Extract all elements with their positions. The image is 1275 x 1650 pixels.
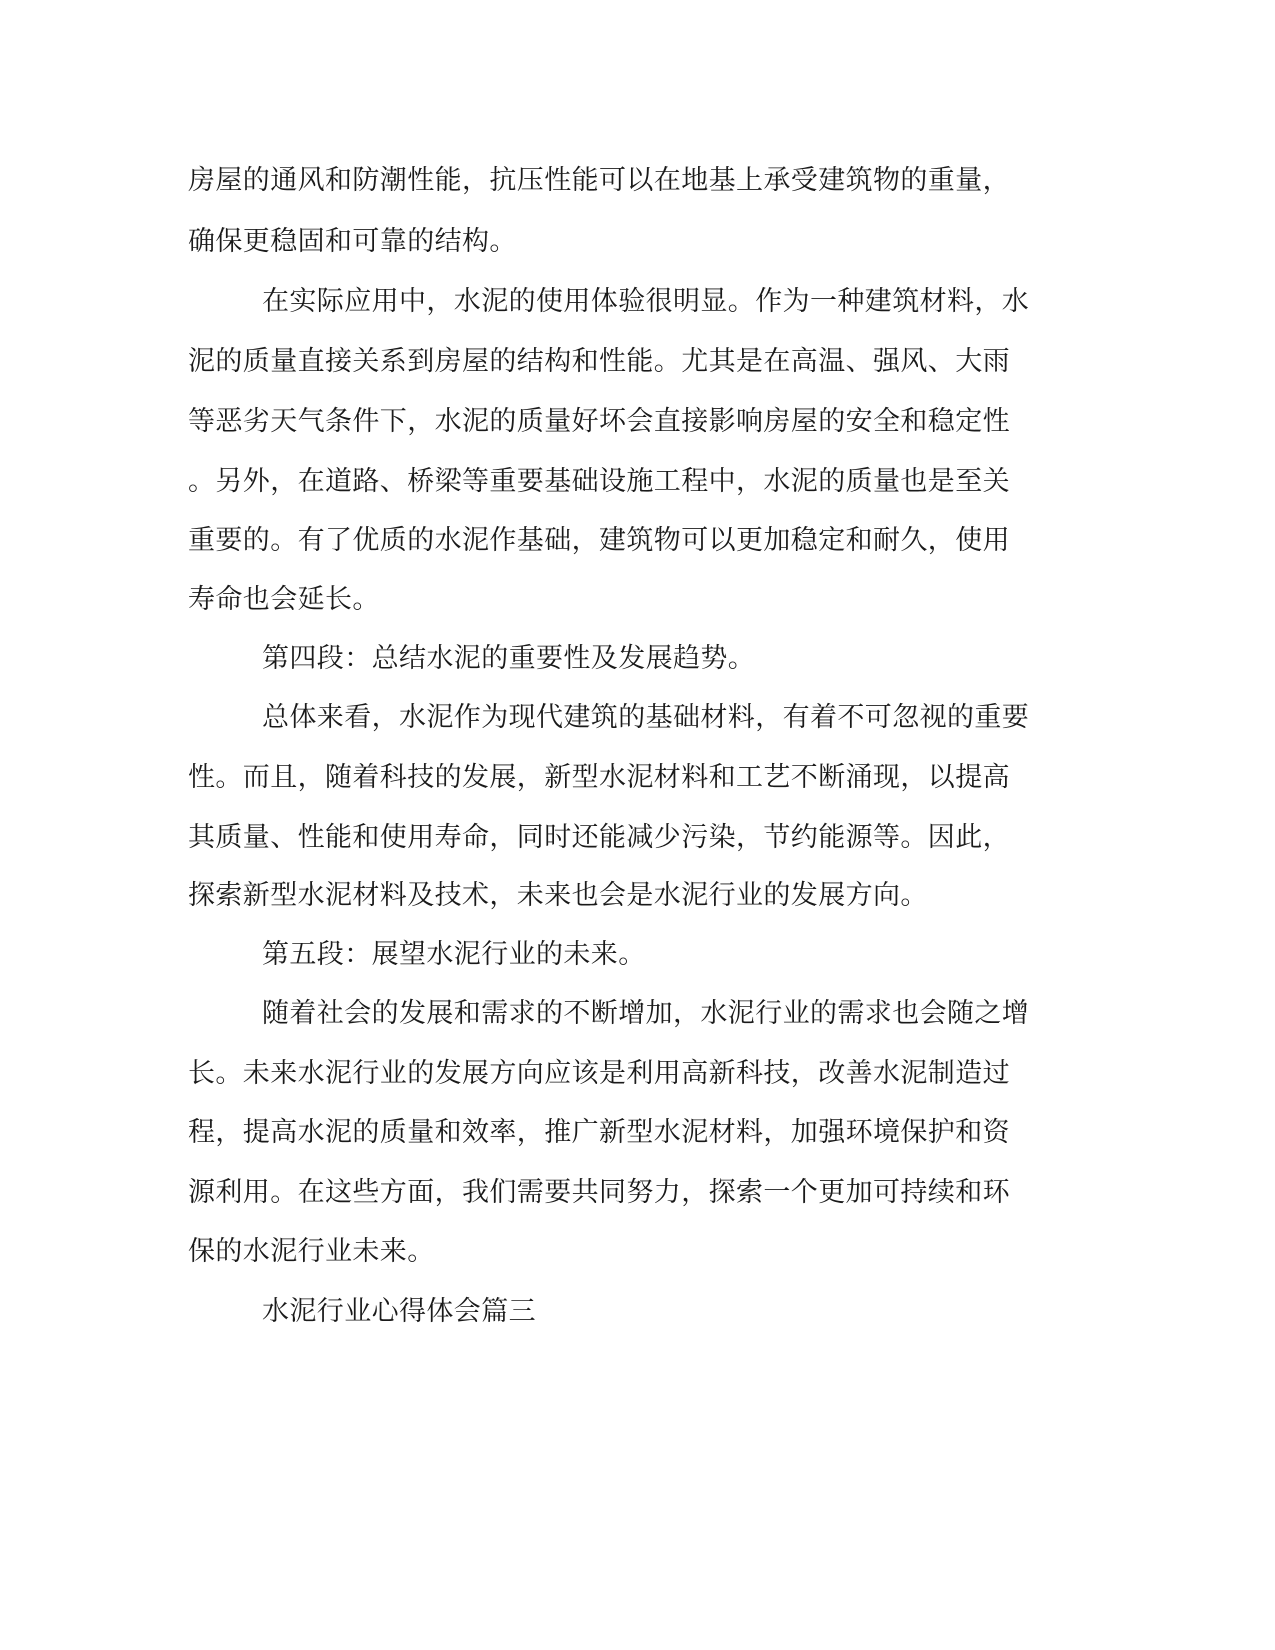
text-line: 其质量、性能和使用寿命，同时还能减少污染，节约能源等。因此， [188, 822, 1010, 853]
text-line: 。另外，在道路、桥梁等重要基础设施工程中，水泥的质量也是至关 [188, 466, 1010, 497]
text-line: 寿命也会延长。 [188, 584, 380, 615]
paragraph-start-line: 随着社会的发展和需求的不断增加，水泥行业的需求也会随之增 [262, 998, 1030, 1029]
section-heading: 第四段：总结水泥的重要性及发展趋势。 [262, 643, 756, 674]
text-line: 等恶劣天气条件下，水泥的质量好坏会直接影响房屋的安全和稳定性 [188, 406, 1010, 437]
text-line: 长。未来水泥行业的发展方向应该是利用高新科技，改善水泥制造过 [188, 1058, 1010, 1089]
text-line: 重要的。有了优质的水泥作基础，建筑物可以更加稳定和耐久，使用 [188, 525, 1010, 556]
text-line: 保的水泥行业未来。 [188, 1236, 435, 1267]
section-heading: 第五段：展望水泥行业的未来。 [262, 939, 646, 970]
text-line: 程，提高水泥的质量和效率，推广新型水泥材料，加强环境保护和资 [188, 1117, 1010, 1148]
text-line: 源利用。在这些方面，我们需要共同努力，探索一个更加可持续和环 [188, 1177, 1010, 1208]
text-line: 确保更稳固和可靠的结构。 [188, 226, 517, 257]
text-line: 性。而且，随着科技的发展，新型水泥材料和工艺不断涌现，以提高 [188, 762, 1010, 793]
text-line: 泥的质量直接关系到房屋的结构和性能。尤其是在高温、强风、大雨 [188, 346, 1010, 377]
article-title: 水泥行业心得体会篇三 [262, 1296, 536, 1327]
paragraph-start-line: 总体来看，水泥作为现代建筑的基础材料，有着不可忽视的重要 [262, 702, 1030, 733]
text-line: 房屋的通风和防潮性能，抗压性能可以在地基上承受建筑物的重量， [188, 165, 1010, 196]
text-line: 探索新型水泥材料及技术，未来也会是水泥行业的发展方向。 [188, 880, 928, 911]
paragraph-start-line: 在实际应用中，水泥的使用体验很明显。作为一种建筑材料，水 [262, 286, 1030, 317]
